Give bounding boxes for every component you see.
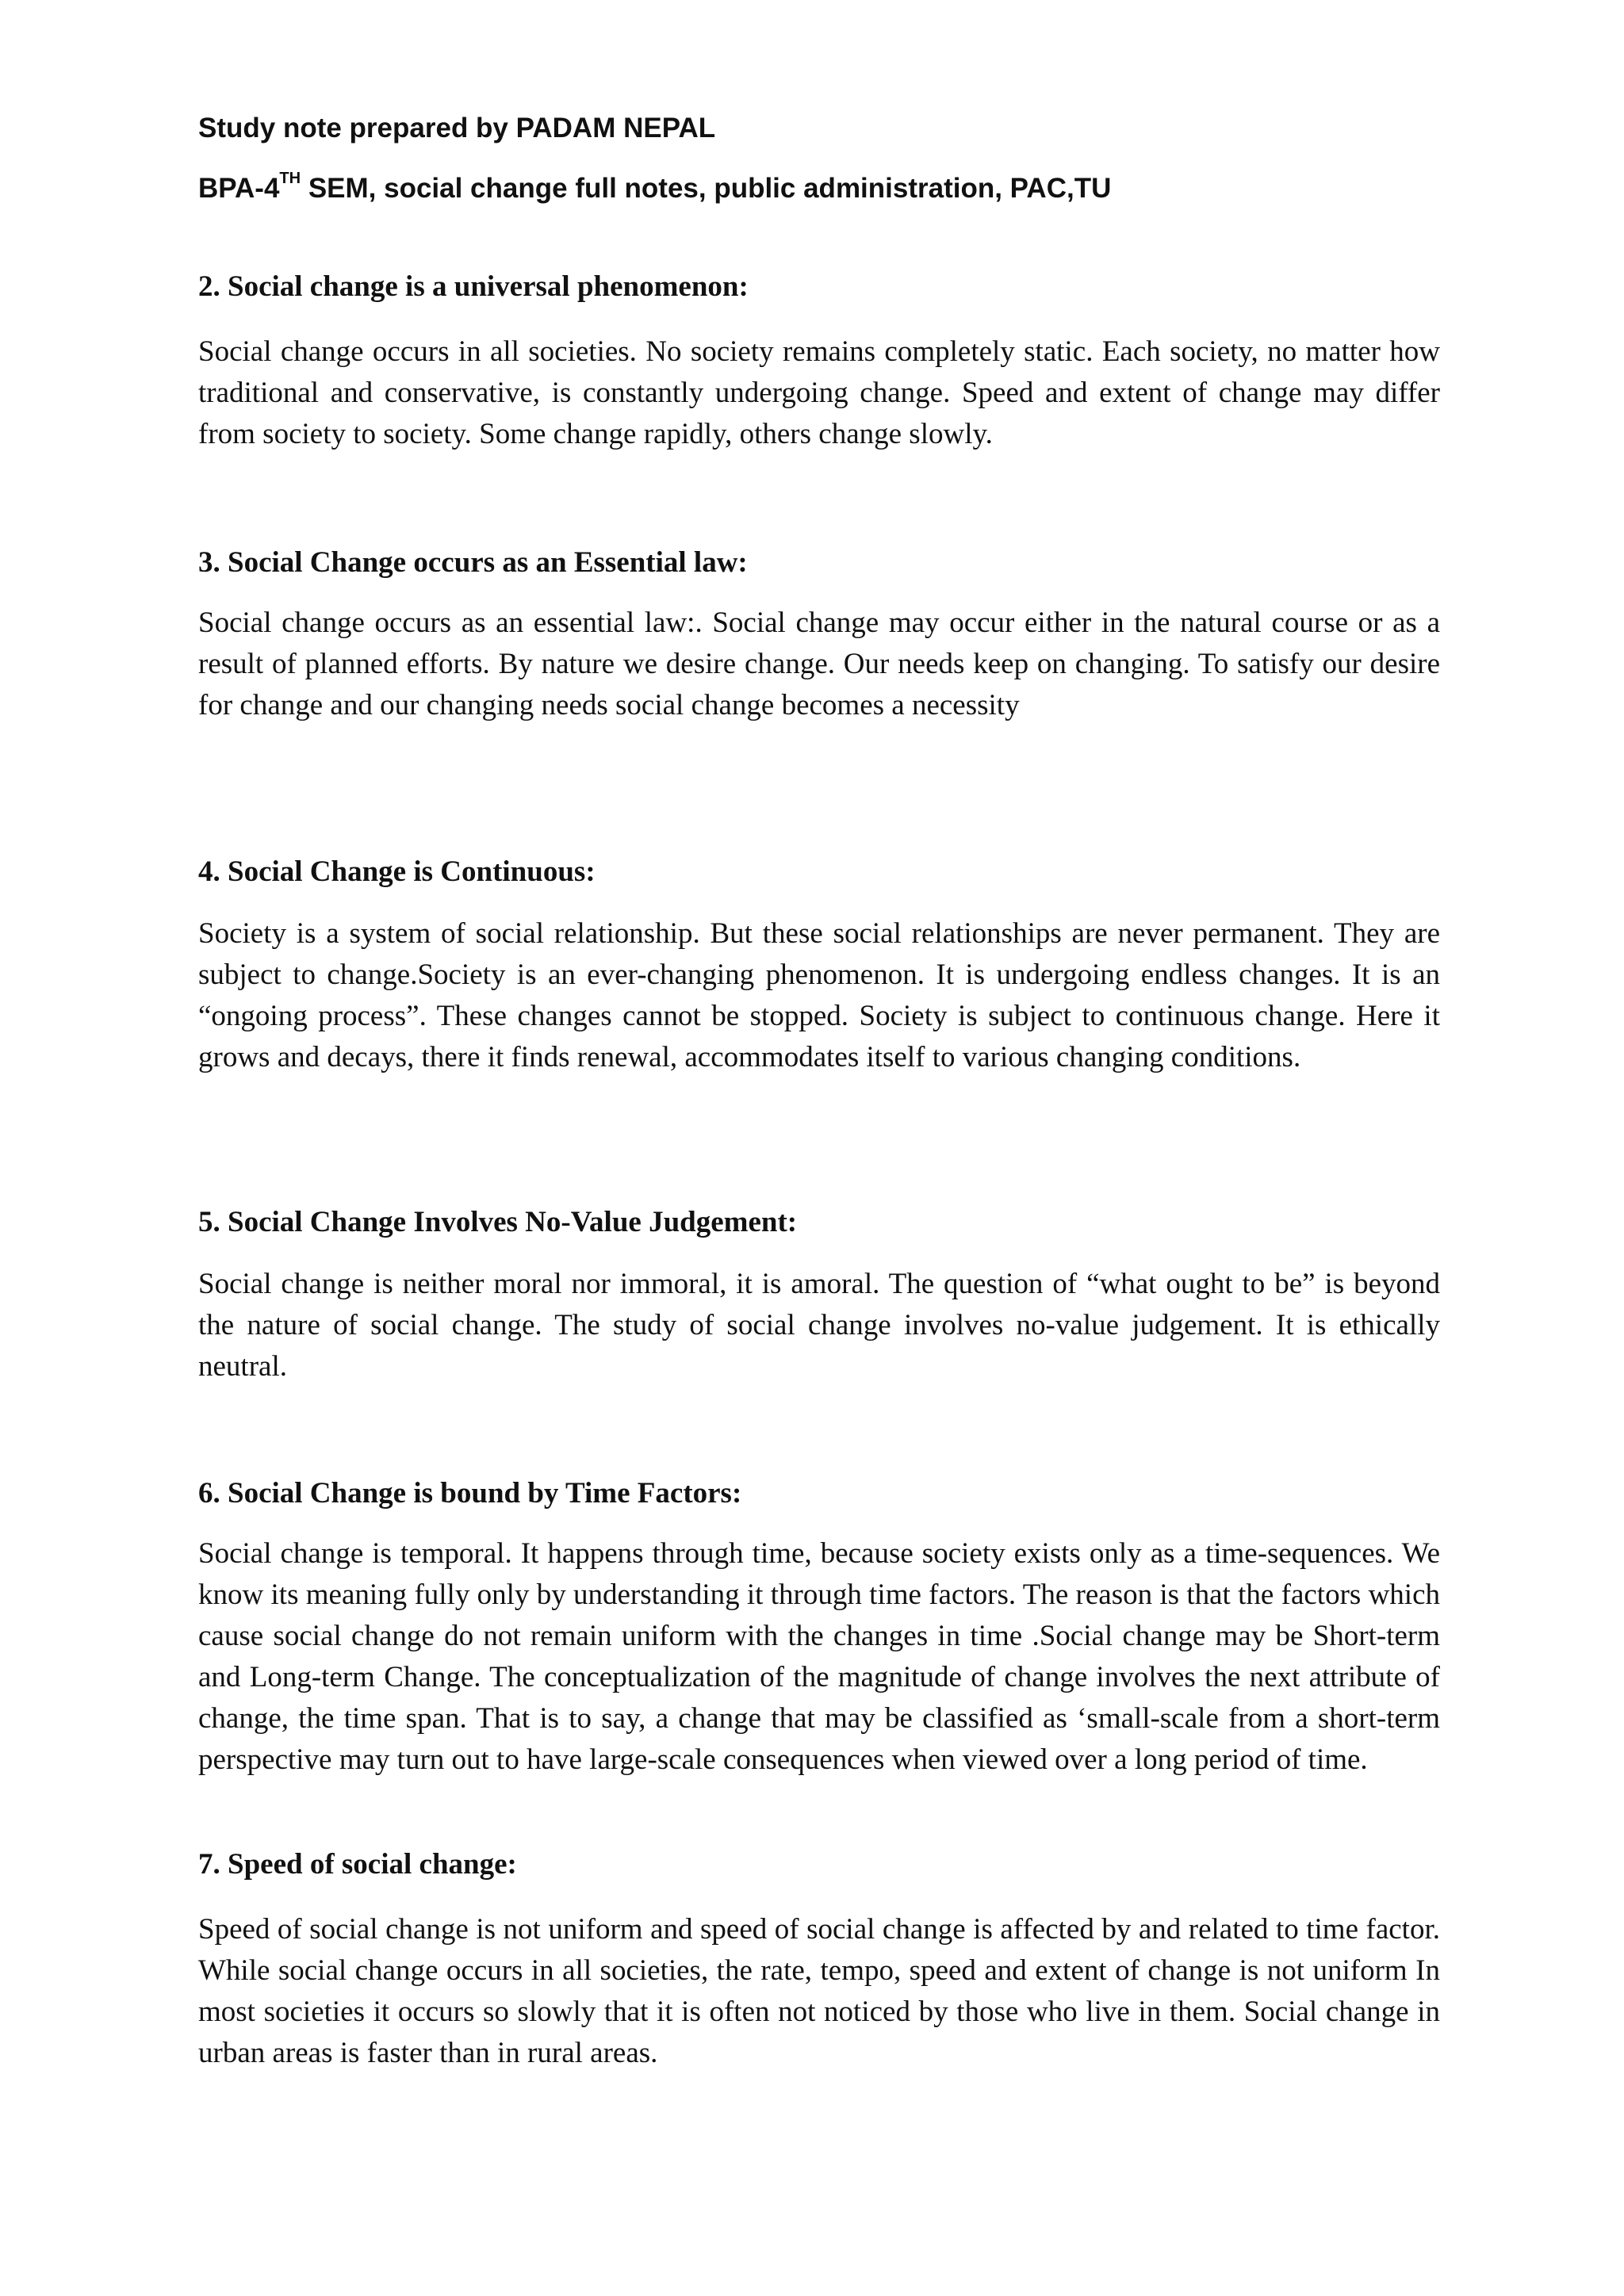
section-paragraph: Social change is temporal. It happens through time, because society exists only as a time-sequences. We know its meaning fully only by understanding it through time factors. The reason is that the factors which cause social change do not remain uniform with the changes in time .Social change may be Short-term and Long-term Change. The conceptualization of the magnitude of change involves the next attribute of change, the time span. That is to say, a change that may be classified as ‘small-scale from a short-term perspective may turn out to have large-scale consequences when viewed over a long period of time. bbox=[198, 1537, 1440, 1776]
author-note-text: Study note prepared by PADAM NEPAL bbox=[198, 113, 716, 144]
section-heading: 2. Social change is a universal phenomenon: bbox=[198, 270, 749, 303]
course-line bbox=[198, 170, 1112, 205]
course-code: BPA-4 bbox=[198, 173, 280, 204]
section-heading: 7. Speed of social change: bbox=[198, 1848, 517, 1881]
section-paragraph: Society is a system of social relationship. But these social relationships are never permanent. They are subject to change.Society is an ever-changing phenomenon. It is undergoing endless changes. It is an “ongoing process”. These changes cannot be stopped. Society is subject to continuous change. Here it grows and decays, there it finds renewal, accommodates itself to various changing conditions. bbox=[198, 917, 1440, 1073]
section-paragraph: Social change occurs in all societies. No society remains completely static. Each society, no matter how traditional and conservative, is constantly undergoing change. Speed and extent of change may differ from society to society. Some change rapidly, others change slowly. bbox=[198, 335, 1440, 450]
section-heading: 5. Social Change Involves No-Value Judgement: bbox=[198, 1206, 798, 1238]
section-heading: 4. Social Change is Continuous: bbox=[198, 855, 596, 888]
section-heading: 3. Social Change occurs as an Essential law: bbox=[198, 546, 748, 579]
course-description: SEM, social change full notes, public administration, PAC,TU bbox=[301, 173, 1112, 204]
section-paragraph: Social change is neither moral nor immoral, it is amoral. The question of “what ought to be” is beyond the nature of social change. The study of social change involves no-value judgement. It is ethically neutral. bbox=[198, 1268, 1440, 1383]
section-paragraph: Speed of social change is not uniform and speed of social change is affected by and related to time factor. While social change occurs in all societies, the rate, tempo, speed and extent of change is not uniform In most societies it occurs so slowly that it is often not noticed by those who live in them. Social change in urban areas is faster than in rural areas. bbox=[198, 1913, 1440, 2069]
course-code-superscript: TH bbox=[279, 170, 301, 187]
section-paragraph: Social change occurs as an essential law:. Social change may occur either in the natural course or as a result of planned efforts. By nature we desire change. Our needs keep on changing. To satisfy our desire for change and our changing needs social change becomes a necessity bbox=[198, 607, 1440, 721]
author-note bbox=[198, 113, 715, 144]
section-heading: 6. Social Change is bound by Time Factors: bbox=[198, 1477, 742, 1510]
